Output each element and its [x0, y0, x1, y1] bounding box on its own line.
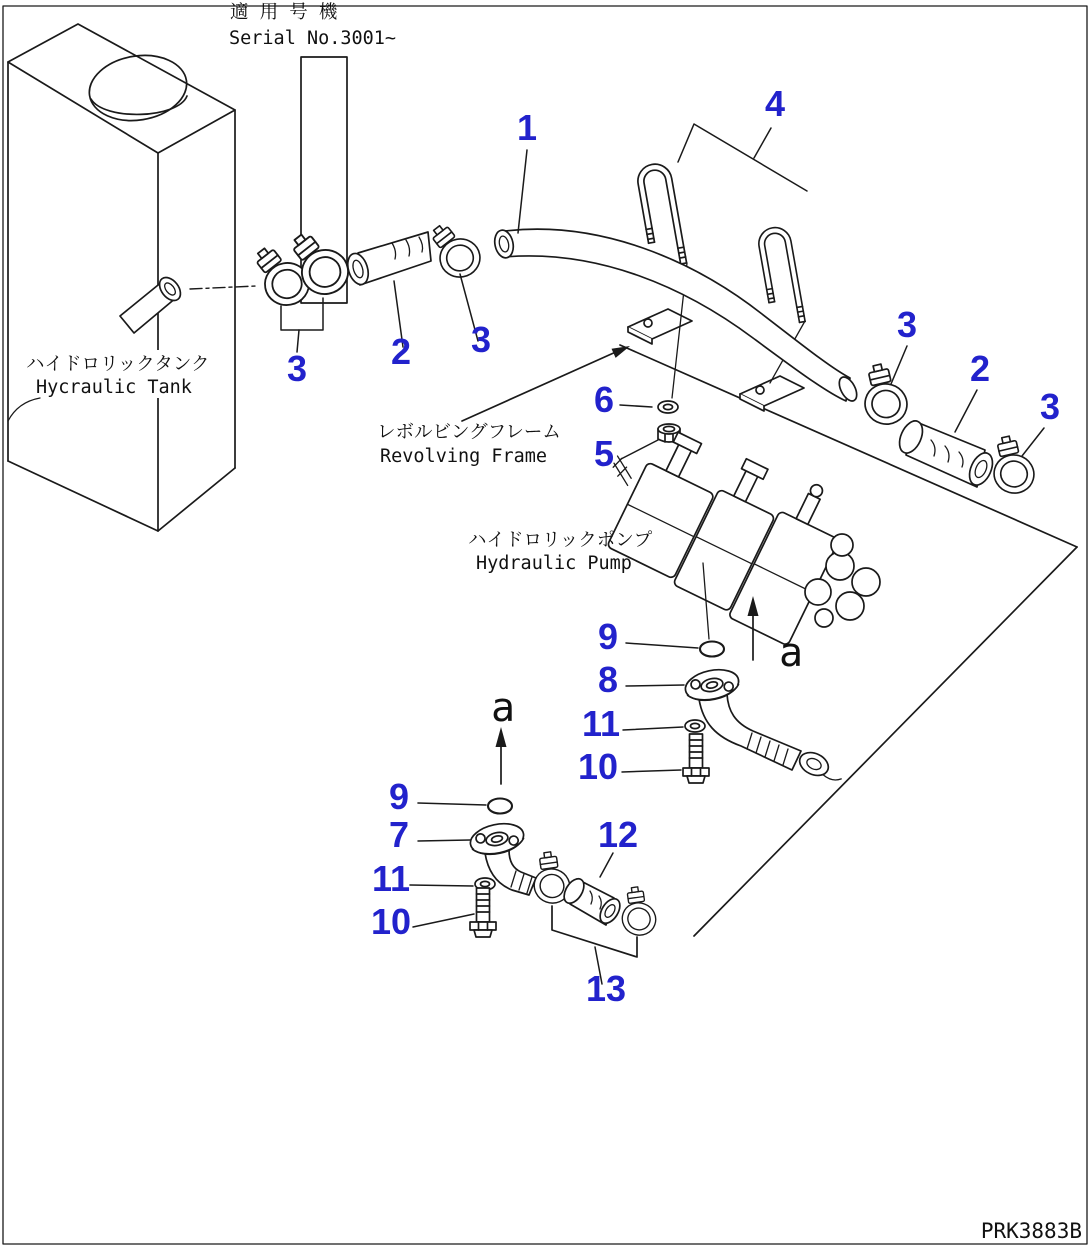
tank-label-en: Hycraulic Tank: [36, 377, 192, 398]
pump-label-jp: ハイドロリックポンプ: [468, 530, 653, 551]
callout-7-elbow-lower: 7: [388, 814, 410, 855]
bolt-part10-lower: [470, 888, 496, 937]
frame-label-jp: レボルビングフレーム: [377, 422, 561, 443]
elbow-pipe-part8: [699, 694, 801, 770]
upper-elbow-assembly: [683, 642, 847, 787]
flange-part8: [683, 665, 742, 705]
serial-label-en: Serial No.3001~: [229, 28, 397, 49]
lower-elbow-assembly: [468, 799, 536, 938]
hydraulic-tank-drawing: [8, 24, 256, 531]
callout-10-bolt-upper: 10: [577, 746, 619, 787]
frame-label-en: Revolving Frame: [380, 446, 548, 467]
callout-5-nut: 5: [593, 433, 615, 474]
hose-clamp-13b: [613, 881, 666, 939]
pump-label-en: Hydraulic Pump: [476, 553, 632, 574]
callout-4-ubolts: 4: [764, 83, 786, 124]
callout-13-clamps: 13: [585, 968, 627, 1009]
callout-6-washer: 6: [593, 379, 615, 420]
u-bolt-right: [756, 225, 805, 327]
hose-part2-right: [895, 417, 997, 488]
tank-filler-cap: [85, 49, 192, 128]
callout-2-hose-left: 2: [390, 331, 412, 372]
callout-8-elbow-upper: 8: [597, 659, 619, 700]
callout-9-oring-lower: 9: [388, 776, 410, 817]
tank-label-jp: ハイドロリックタンク: [26, 354, 210, 375]
drawing-number: PRK3883B: [980, 1219, 1082, 1243]
section-arrow-lower: [496, 727, 507, 784]
callout-1-tube: 1: [516, 107, 538, 148]
callout-3-clamp-right-2: 3: [1039, 386, 1061, 427]
hose-clamp-right-1: [854, 358, 916, 429]
oring-part9-upper: [700, 642, 724, 657]
callout-2-hose-right: 2: [969, 348, 991, 389]
callout-3-clamp-mid: 3: [470, 319, 492, 360]
callout-10-bolt-lower: 10: [370, 901, 412, 942]
hose-coupler-end: [796, 748, 847, 786]
oring-part9-lower: [488, 799, 512, 814]
section-label-a-upper: a: [778, 630, 804, 676]
revolving-frame-lines: [620, 345, 1077, 936]
callout-3-clamp-right-1: 3: [896, 304, 918, 345]
bolt-part10-upper: [683, 734, 709, 783]
frame-plate-left: [628, 309, 692, 344]
callout-11-washer-lower: 11: [371, 858, 411, 899]
frame-plate-right: [740, 376, 804, 411]
tank-outlet-stub: [120, 274, 185, 333]
hose-part2-left: [344, 232, 431, 287]
callout-11-washer-upper: 11: [581, 703, 621, 744]
washer-part6: [658, 401, 678, 413]
sheet-border: [3, 6, 1087, 1244]
flange-part7: [468, 819, 527, 859]
washer-part11-upper: [685, 720, 705, 732]
stub-leader-dash: [190, 286, 256, 289]
callout-9-oring-upper: 9: [597, 616, 619, 657]
serial-label-jp: 適 用 号 機: [230, 2, 338, 23]
hose-clamp-mid: [428, 217, 483, 281]
callout-3-left-clamps: 3: [286, 348, 308, 389]
hose12-assembly: [524, 846, 666, 957]
hydraulic-pump-drawing: [575, 400, 880, 645]
tank-label-tick: [8, 398, 40, 421]
callout-12-hose: 12: [597, 814, 639, 855]
section-label-a-lower: a: [490, 685, 516, 731]
